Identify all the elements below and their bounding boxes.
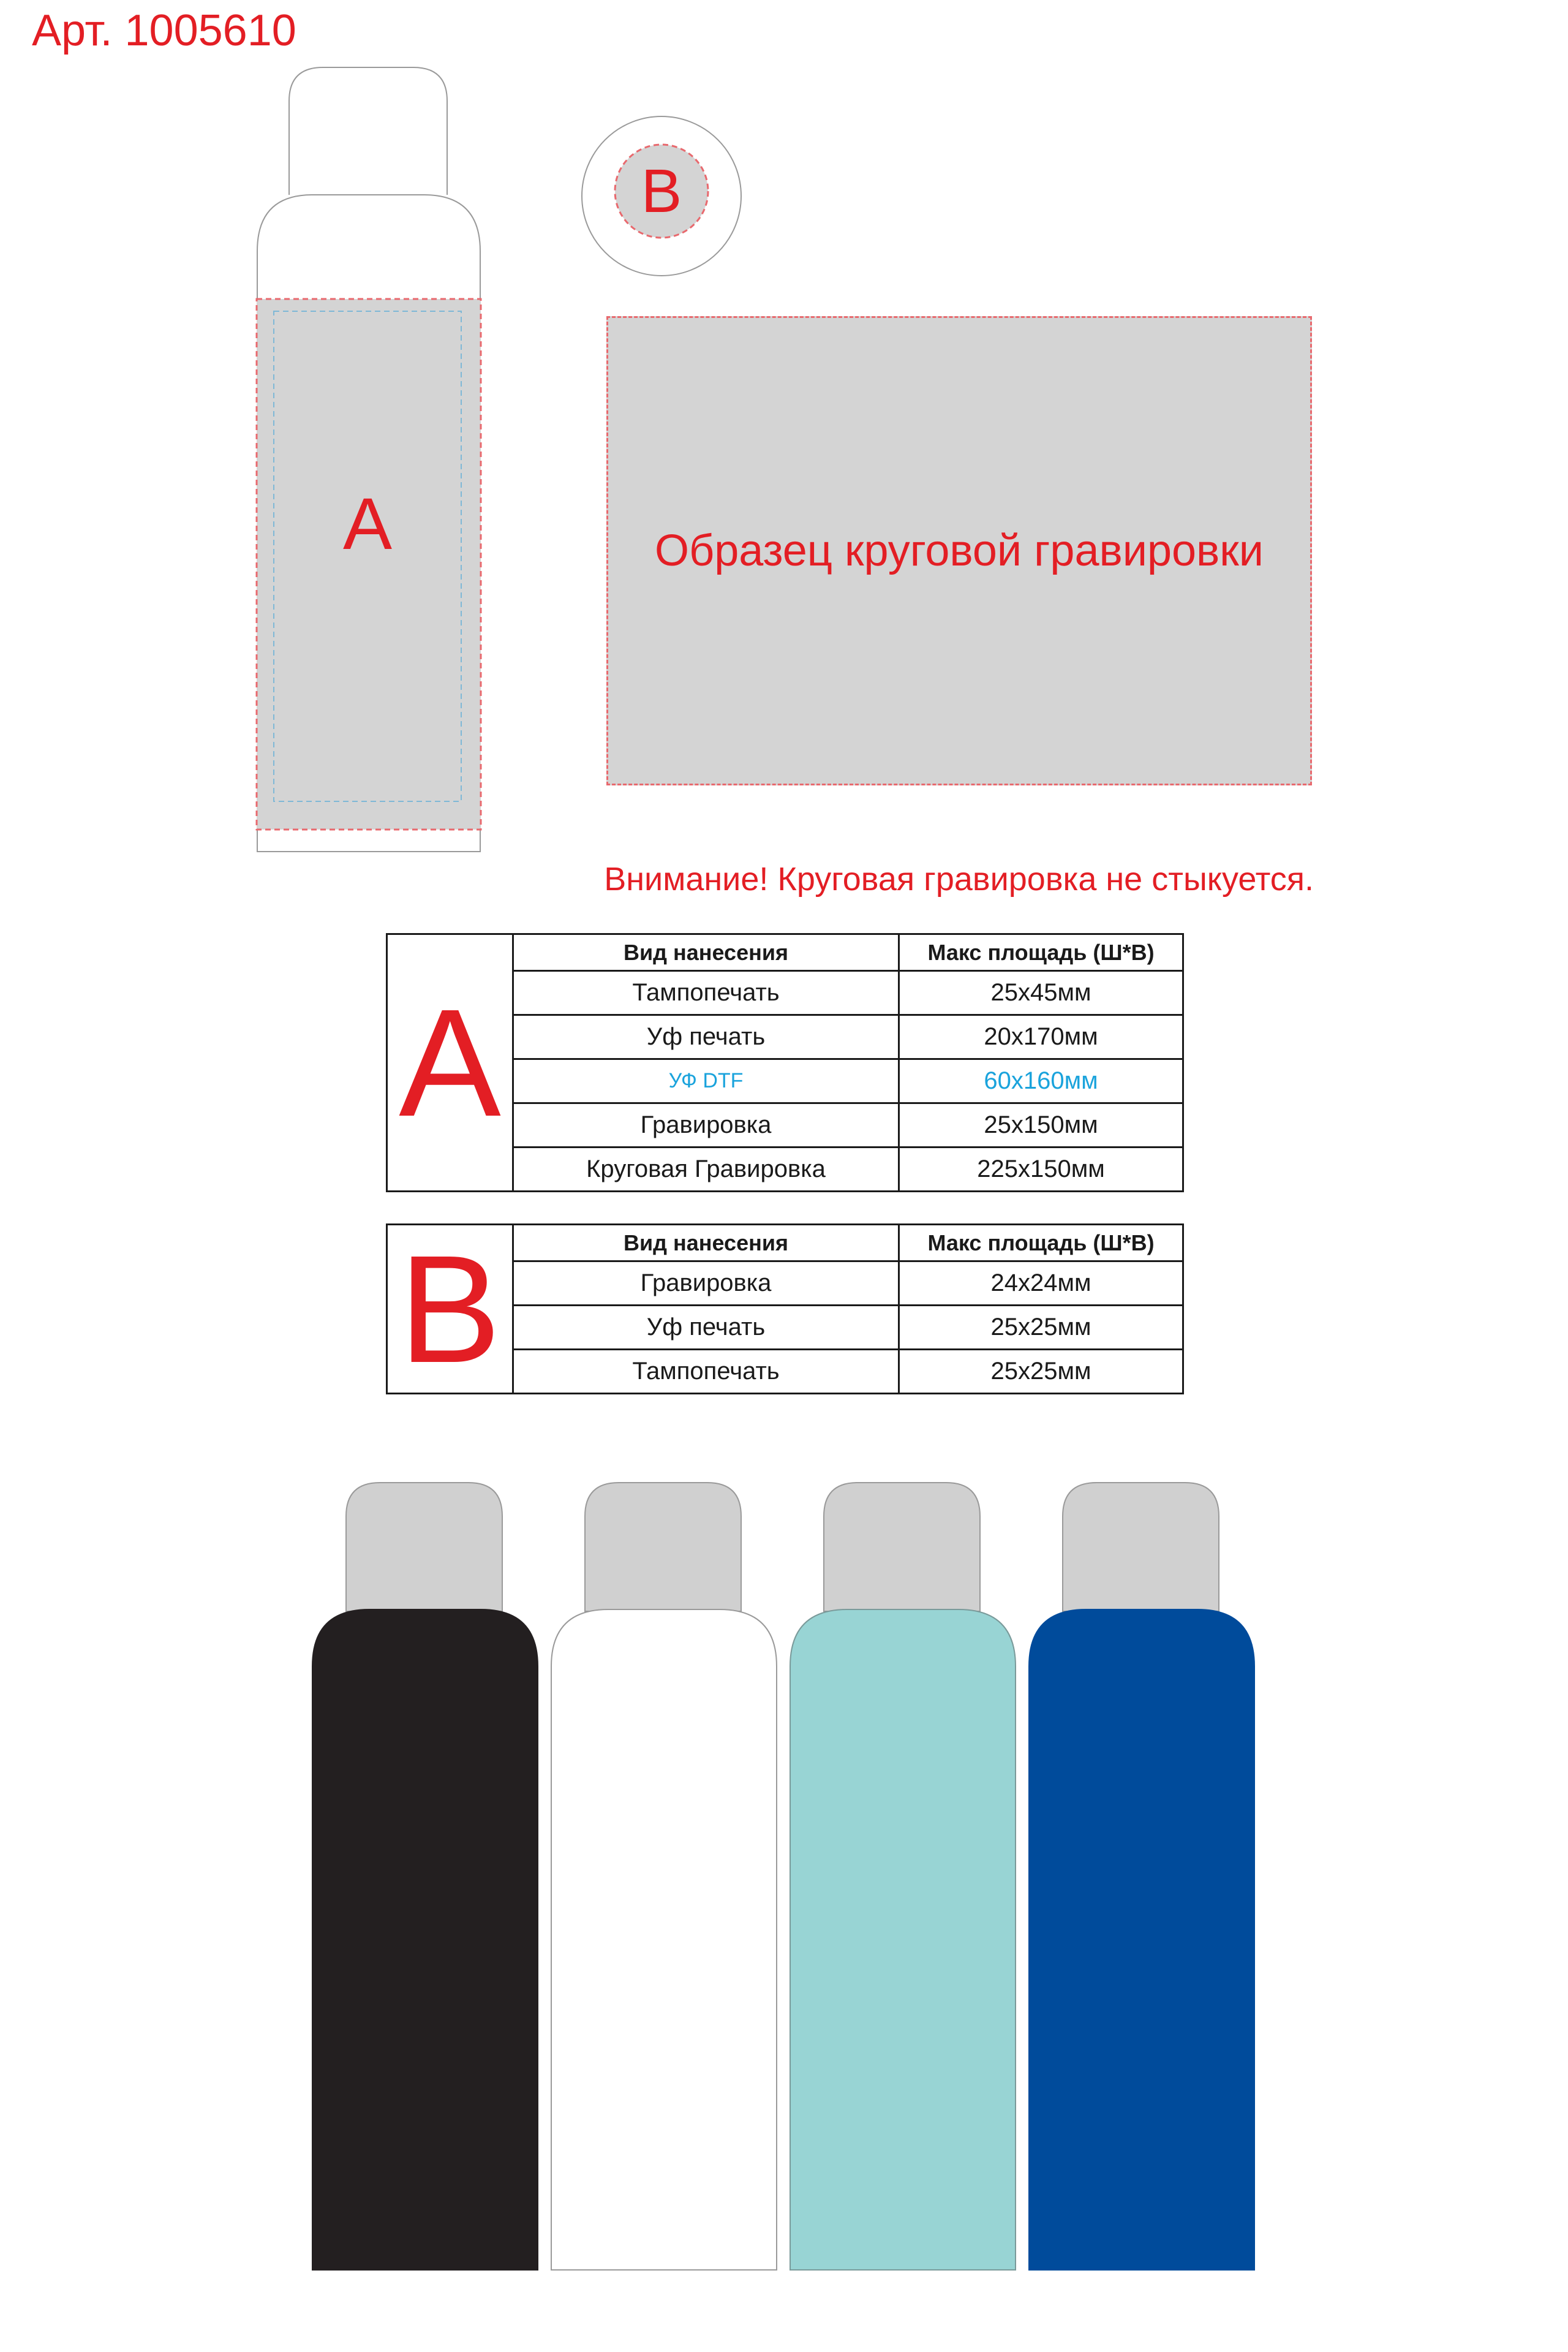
bottle-outline-diagram bbox=[251, 64, 487, 861]
article-title: Арт. 1005610 bbox=[32, 6, 296, 55]
area-cell: 25х45мм bbox=[899, 971, 1183, 1015]
engraving-sample-label: Образец круговой гравировки bbox=[654, 526, 1264, 575]
area-cell: 25х25мм bbox=[899, 1350, 1183, 1394]
method-cell: УФ DTF bbox=[513, 1059, 899, 1103]
zone-a-label: A bbox=[342, 483, 393, 565]
area-cell: 24х24мм bbox=[899, 1261, 1183, 1306]
warning-text: Внимание! Круговая гравировка не стыкуется. bbox=[604, 861, 1314, 898]
method-cell: Круговая Гравировка bbox=[513, 1148, 899, 1192]
bottle-variant-blue bbox=[1029, 1483, 1254, 2270]
bottle-variant-mint bbox=[790, 1483, 1016, 2270]
spec-table-a bbox=[386, 933, 1184, 1192]
area-cell: 25х25мм bbox=[899, 1306, 1183, 1350]
table-header-area: Макс площадь (Ш*В) bbox=[899, 934, 1183, 971]
table-b-zone-letter: B bbox=[387, 1225, 513, 1394]
table-a-zone-letter: A bbox=[387, 934, 513, 1192]
engraving-sample-area bbox=[606, 316, 1312, 785]
zone-b-label: B bbox=[641, 157, 682, 225]
spec-table-b bbox=[386, 1223, 1184, 1394]
method-cell: Гравировка bbox=[513, 1261, 899, 1306]
method-cell: Тампопечать bbox=[513, 1350, 899, 1394]
area-cell: 60х160мм bbox=[899, 1059, 1183, 1103]
method-cell: Гравировка bbox=[513, 1103, 899, 1148]
bottle-variant-black bbox=[312, 1483, 538, 2270]
bottle-variant-white bbox=[551, 1483, 777, 2270]
table-header-area: Макс площадь (Ш*В) bbox=[899, 1225, 1183, 1261]
method-cell: Уф печать bbox=[513, 1015, 899, 1059]
method-cell: Тампопечать bbox=[513, 971, 899, 1015]
color-variants bbox=[0, 1470, 1568, 2279]
area-cell: 225х150мм bbox=[899, 1148, 1183, 1192]
method-cell: Уф печать bbox=[513, 1306, 899, 1350]
area-cell: 20х170мм bbox=[899, 1015, 1183, 1059]
area-cell: 25х150мм bbox=[899, 1103, 1183, 1148]
table-header-method: Вид нанесения bbox=[513, 1225, 899, 1261]
table-header-method: Вид нанесения bbox=[513, 934, 899, 971]
